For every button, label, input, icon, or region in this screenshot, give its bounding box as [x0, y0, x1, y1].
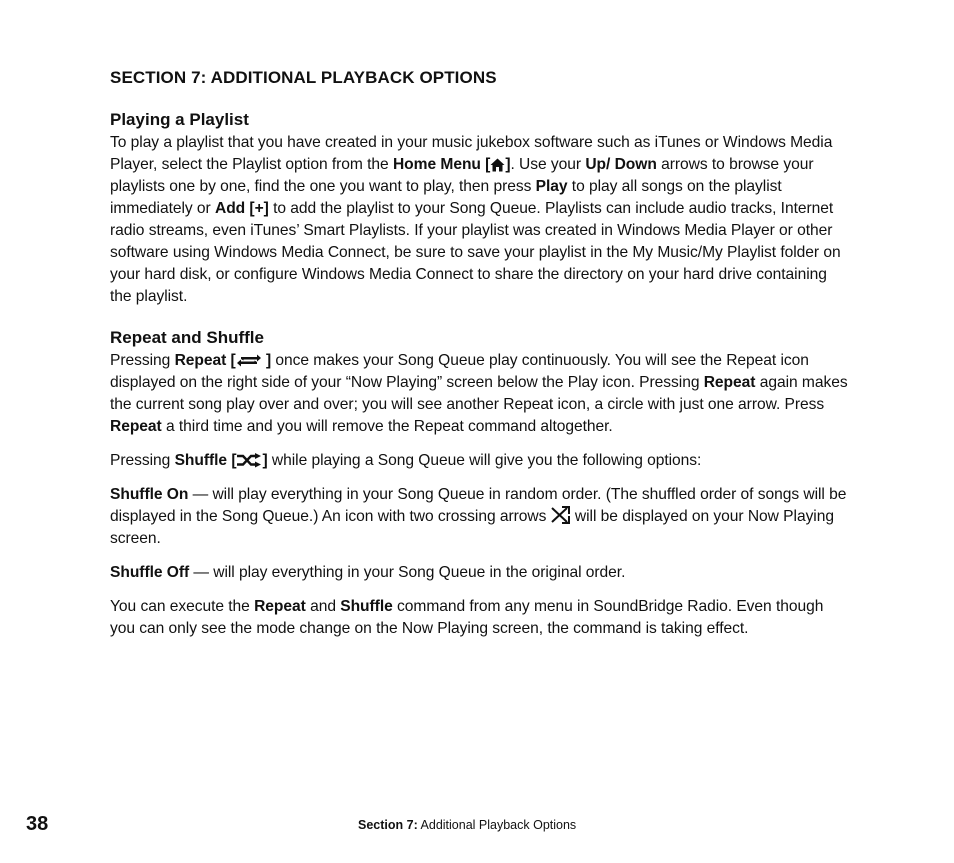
shuffle-off-paragraph: Shuffle Off — will play everything in your Song Queue in the original order. [110, 564, 626, 581]
page-number: 38 [26, 813, 49, 835]
playlist-heading: Playing a Playlist [110, 110, 249, 129]
section-heading: SECTION 7: ADDITIONAL PLAYBACK OPTIONS [110, 68, 497, 87]
repeat-paragraph: Pressing Repeat [ ] once makes your Song Queue play continuously. You will see the Repeat icon displayed on the right side of your “Now Playing” screen below the Play icon. Pressing Repeat again makes the current song play over and over; you will see another Repeat icon, a circle with just one arrow. Press Repeat a third time and you will remove the Repeat command altogether. [110, 352, 848, 435]
footer-section-title: Section 7: Additional Playback Options [358, 818, 577, 832]
playlist-paragraph: To play a playlist that you have created in your music jukebox software such as iTunes or Windows Media Player, select the Playlist option from the Home Menu [ ]. Use your Up/ Down arrows to browse your playlists one by one, find the one you want to play, then press Play to play all songs on the playlist immediately or Add [+] to add the playlist to your Song Queue. Playlists can include audio tracks, Internet radio streams, even iTunes’ Smart Playlists. If your playlist was created in Windows Media Player or other software using Windows Media Connect, be sure to save your playlist in the My Music/My Playlist folder on your hard disk, or configure Windows Media Connect to share the directory on your hard drive containing the playlist. [110, 134, 841, 305]
crossing-arrows-icon [551, 506, 571, 524]
shuffle-icon [236, 453, 262, 468]
execute-command-paragraph: You can execute the Repeat and Shuffle command from any menu in SoundBridge Radio. Even though you can only see the mode change on the Now Playing screen, the command is taking effect. [110, 598, 824, 637]
shuffle-intro-paragraph: Pressing Shuffle [ ] while playing a Song Queue will give you the following options: [110, 452, 702, 469]
page-content [110, 68, 850, 640]
shuffle-on-paragraph: Shuffle On — will play everything in your Song Queue in random order. (The shuffled order of songs will be displayed in the Song Queue.) An icon with two crossing arrows will be displayed on your Now Playing screen. [110, 486, 847, 547]
repeat-shuffle-heading: Repeat and Shuffle [110, 328, 264, 347]
repeat-icon [236, 353, 262, 368]
home-icon [490, 158, 505, 172]
